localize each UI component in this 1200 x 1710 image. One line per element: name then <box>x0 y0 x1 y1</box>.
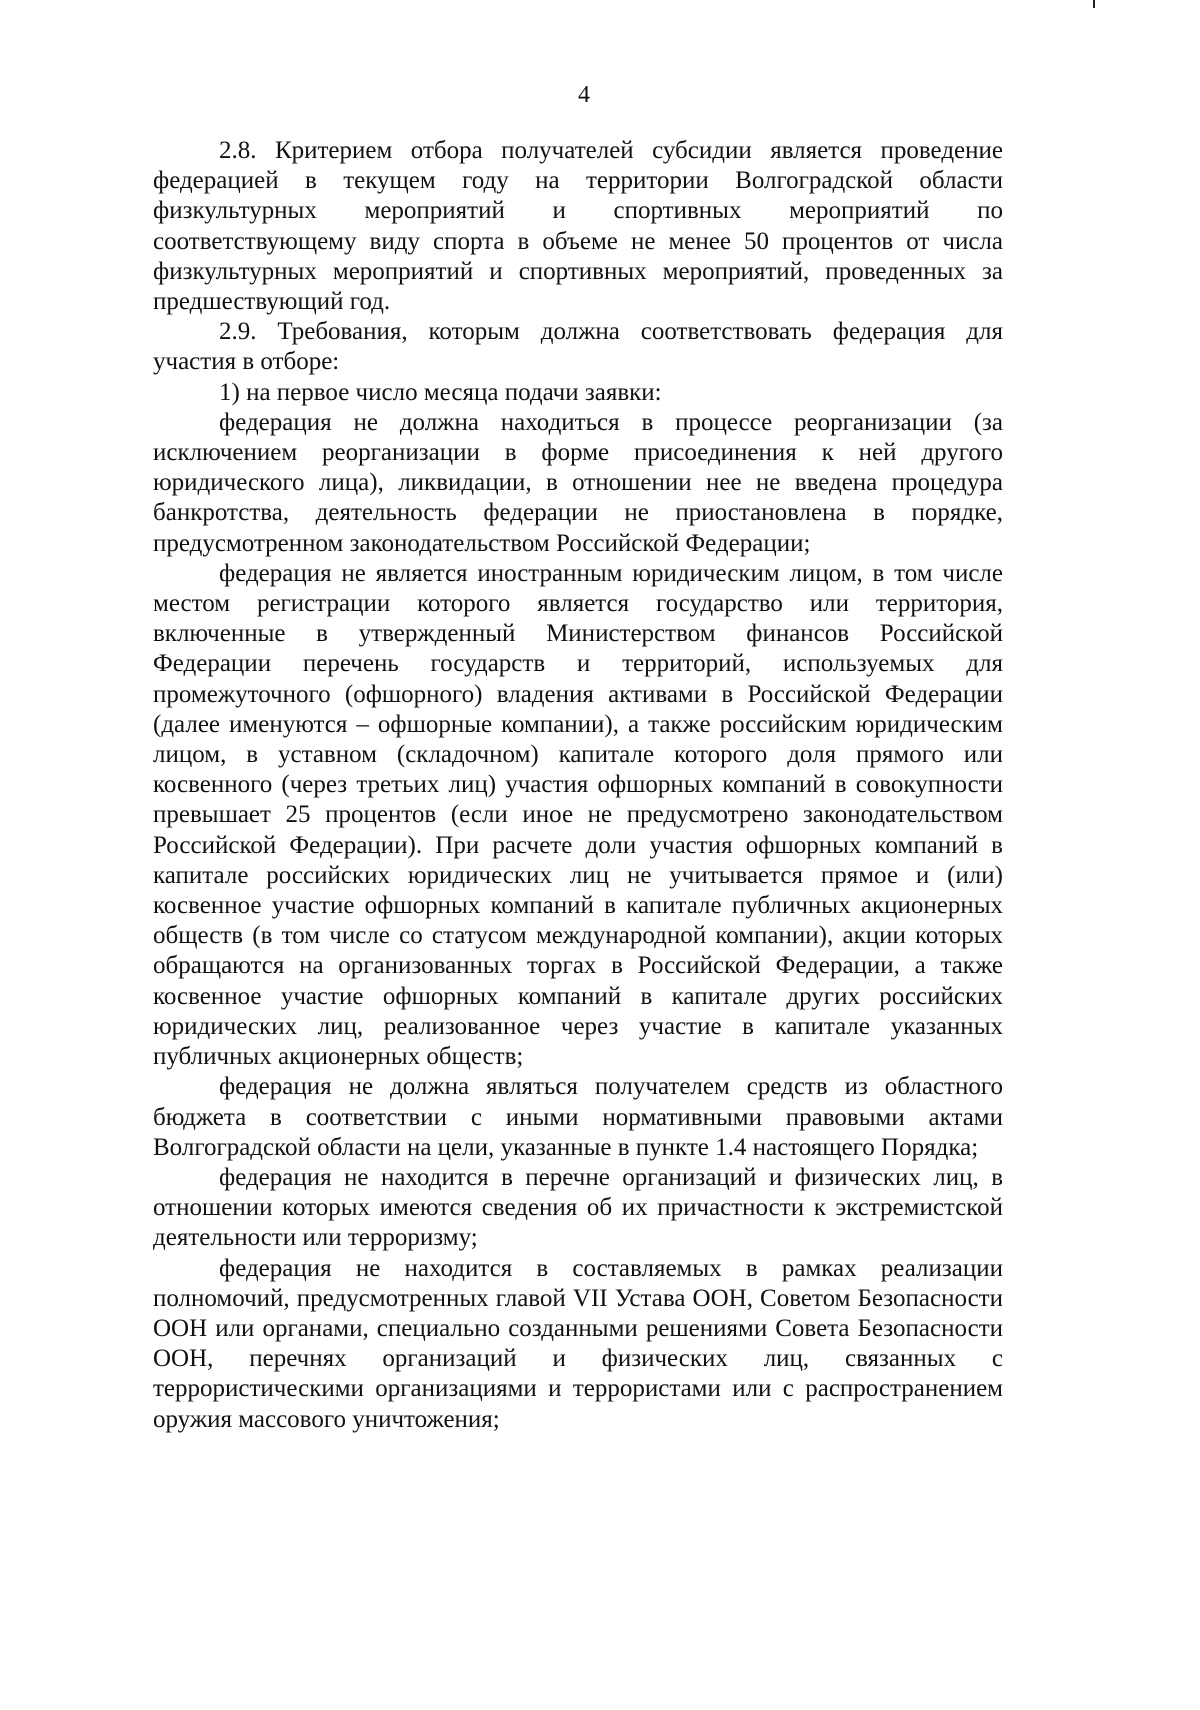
scan-corner-mark <box>1093 0 1095 8</box>
paragraph-2-8: 2.8. Критерием отбора получателей субсидии является проведение федерацией в текущем году на территории Волгоградской области физкультурных мероприятий и спортивных мероприятий по соответствующему виду спорта в объеме не менее 50 процентов от числа физкультурных мероприятий и спортивных мероприятий, проведенных за предшествующий год. <box>153 137 1003 316</box>
paragraph-not-un-sanctions-list: федерация не находится в составляемых в рамках реализации полномочий, предусмотренных главой VII Устава ООН, Советом Безопасности ООН или органами, специально созданными решениями Совета Безопасности ООН, перечнях организаций и физических лиц, связанных с террористическими организациями и террористами или с распространением оружия массового уничтожения; <box>153 1254 1003 1433</box>
paragraph-not-budget-recipient: федерация не должна являться получателем средств из областного бюджета в соответствии с иными нормативными правовыми актами Волгоградской области на цели, указанные в пункте 1.4 настоящего Порядка; <box>153 1073 1003 1161</box>
paragraph-not-extremist-list: федерация не находится в перечне организаций и физических лиц, в отношении которых имеются сведения об их причастности к экстремистской деятельности или терроризму; <box>153 1163 1003 1252</box>
paragraph-no-reorganization: федерация не должна находиться в процессе реорганизации (за исключением реорганизации в форме присоединения к ней другого юридического лица), ликвидации, в отношении нее не введена процедура банкротства, деятельность федерации не приостановлена в порядке, предусмотренном законодательством Российской Федерации; <box>153 408 1003 557</box>
paragraph-2-9: 2.9. Требования, которым должна соответствовать федерация для участия в отборе: <box>153 318 1003 376</box>
document-body <box>153 136 1003 1435</box>
page-number: 4 <box>578 82 590 108</box>
paragraph-item-1: 1) на первое число месяца подачи заявки: <box>219 378 662 406</box>
paragraph-not-foreign-entity: федерация не является иностранным юридическим лицом, в том числе местом регистрации которого является государство или территория, включенные в утвержденный Министерством финансов Российской Федерации перечень государств и территорий, используемых для промежуточного (офшорного) владения активами в Российской Федерации (далее именуются – офшорные компании), а также российским юридическим лицом, в уставном (складочном) капитале которого доля прямого или косвенного (через третьих лиц) участия офшорных компаний в совокупности превышает 25 процентов (если иное не предусмотрено законодательством Российской Федерации). При расчете доли участия офшорных компаний в капитале российских юридических лиц не учитывается прямое и (или) косвенное участие офшорных компаний в капитале публичных акционерных обществ (в том числе со статусом международной компании), акции которых обращаются на организованных торгах в Российской Федерации, а также косвенное участие офшорных компаний в капитале других российских юридических лиц, реализованное через участие в капитале указанных публичных акционерных обществ; <box>153 559 1003 1071</box>
